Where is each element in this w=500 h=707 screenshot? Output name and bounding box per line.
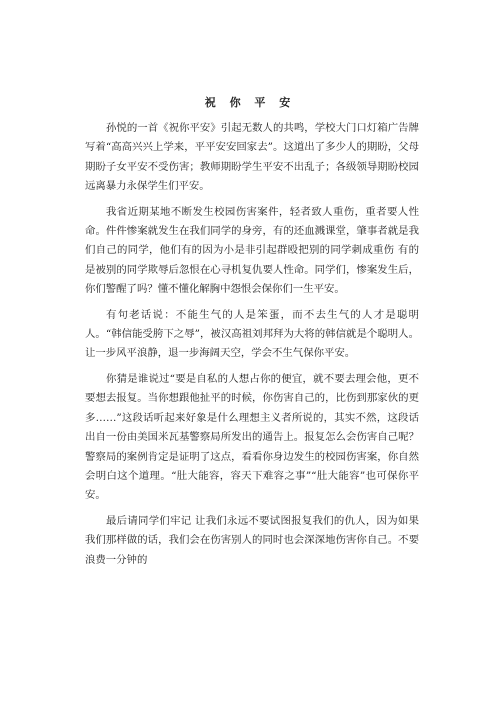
paragraph-1: 孙悦的一首《祝你平安》引起无数人的共鸣，学校大门口灯箱广告牌写着“高高兴兴上学来，平平安安回家去”。这道出了多少人的期盼，父母期盼子女平安不受伤害；教师期盼学生平安不出乱子；各级领导期盼校园远离暴力永保学生们平安。	[85, 122, 419, 193]
document-title: 祝 你 平 安	[204, 96, 296, 109]
document-body	[85, 119, 419, 576]
paragraph-5: 最后请同学们牢记 让我们永远不要试图报复我们的仇人，因为如果我们那样做的话，我们会在伤害别人的同时也会深深地伤害你自己。不要浪费一分钟的	[85, 514, 419, 566]
paragraph-3: 有句老话说：不能生气的人是笨蛋，而不去生气的人才是聪明人。“韩信能受胯下之辱”，被汉高祖刘邦拜为大将的韩信就是个聪明人。让一步风平浪静，退一步海阔天空，学会不生气保你平安。	[85, 308, 419, 360]
paragraph-4: 你猜是谁说过“要是自私的人想占你的便宜，就不要去理会他，更不要想去报复。当你想跟他扯平的时候，你伤害自己的，比伤到那家伙的更多……”这段话听起来好象是什么理想主义者所说的，其实不然，这段话出自一份由美国米瓦基警察局所发出的通告上。报复怎么会伤害自己呢？警察局的案例肯定是证明了这点，看看你身边发生的校园伤害案，你自然会明白这个道理。“肚大能容，容天下难容之事”“肚大能容”也可保你平安。	[85, 372, 419, 502]
paragraph-2: 我省近期某地不断发生校园伤害案件，轻者致人重伤，重者要人性命。件件惨案就发生在我们同学的身旁，有的还血溅课堂，肇事者就是我们自己的同学，他们有的因为小是非引起群殴把别的同学刺成重伤 有的是被别的同学欺辱后忽恨在心寻机复仇要人性命。同学们，惨案发生后，你们警醒了吗？懂不懂化解胸中怨恨会保你们一生平安。	[85, 205, 419, 296]
